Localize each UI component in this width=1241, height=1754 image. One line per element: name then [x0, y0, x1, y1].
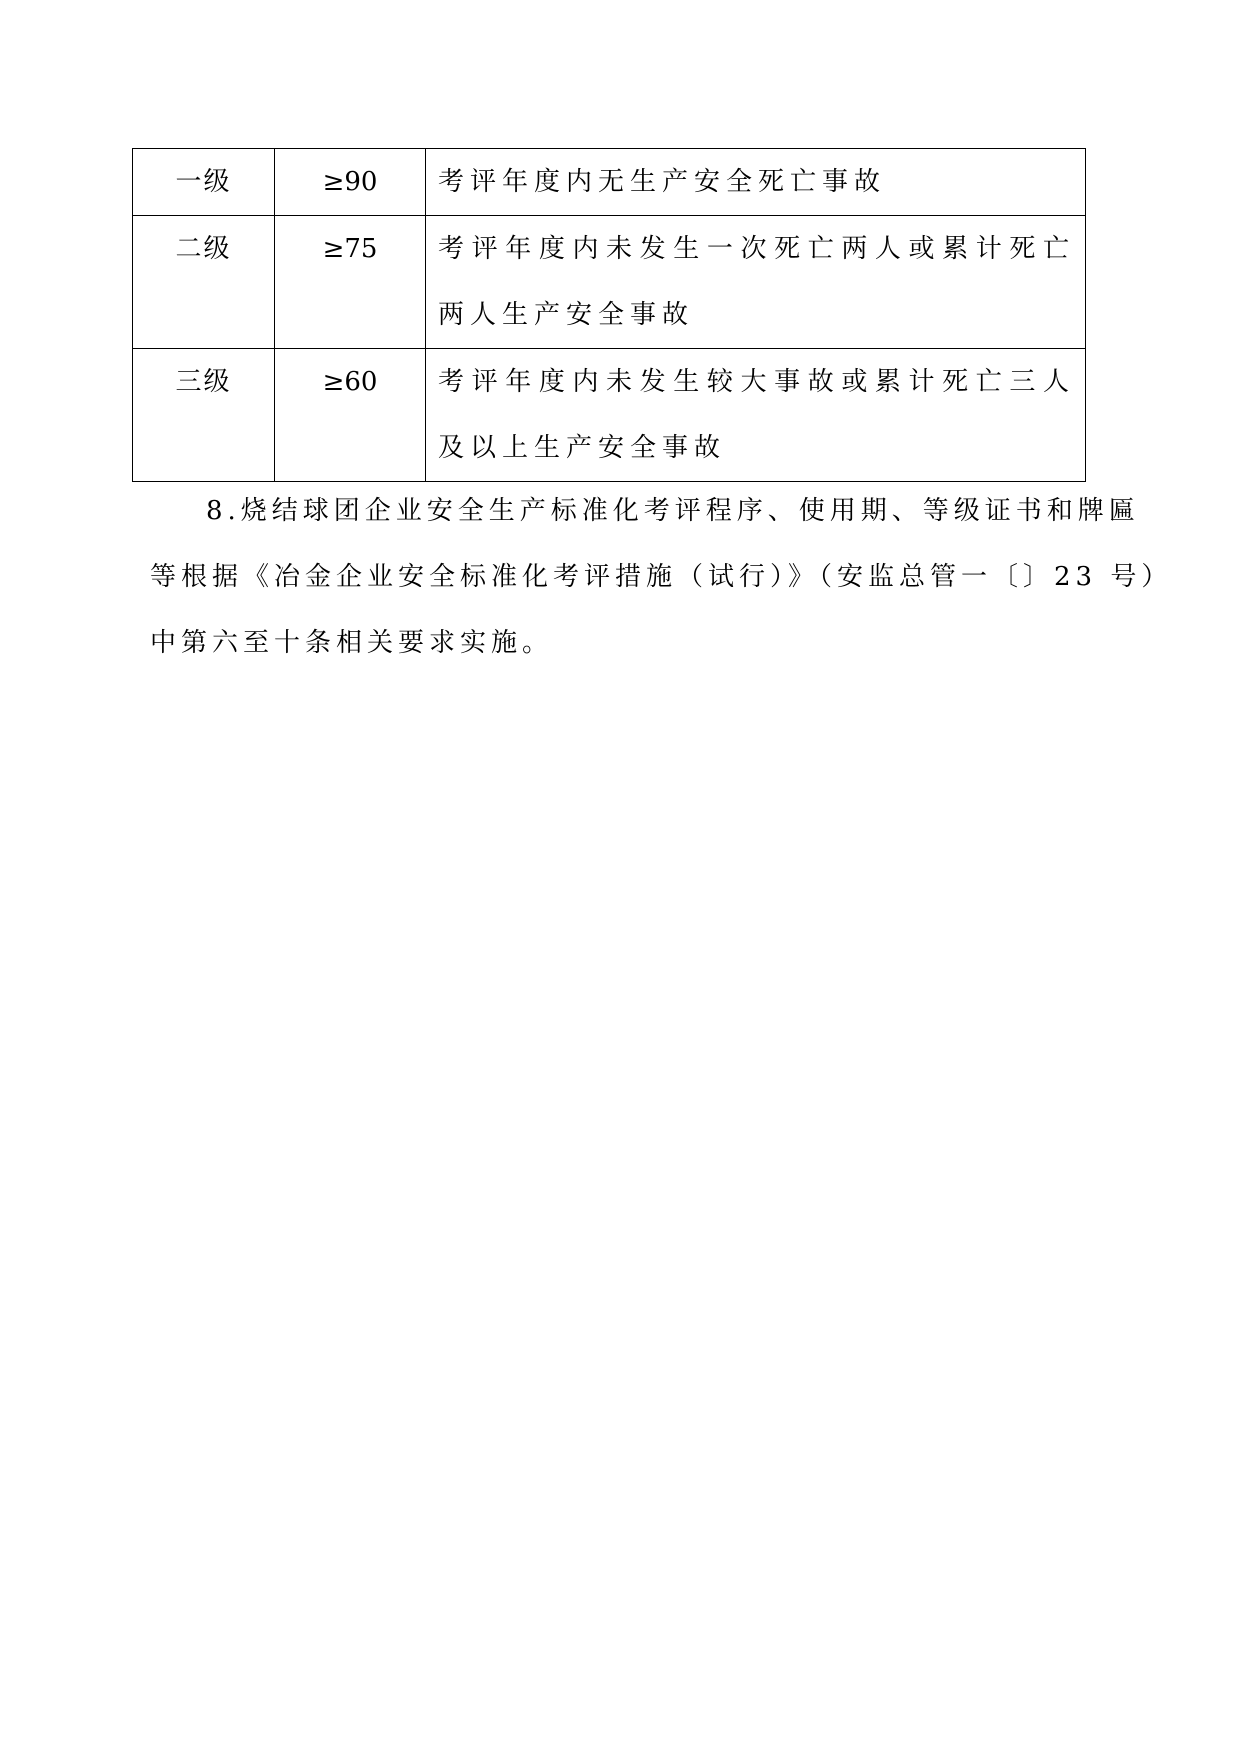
grade-level-cell: 一级 — [133, 149, 275, 216]
grade-condition-cell: 考评年度内未发生较大事故或累计死亡三人及以上生产安全事故 — [426, 349, 1086, 482]
body-paragraph — [150, 478, 1173, 676]
score-threshold-cell: ≥60 — [275, 349, 426, 482]
score-threshold-cell: ≥75 — [275, 216, 426, 349]
paragraph-line: 等根据《冶金企业安全标准化考评措施（试行）》（安监总管一〔〕23 号） — [150, 562, 1173, 592]
grade-condition-cell: 考评年度内未发生一次死亡两人或累计死亡两人生产安全事故 — [426, 216, 1086, 349]
grade-level-cell: 二级 — [133, 216, 275, 349]
paragraph-line: 中第六至十条相关要求实施。 — [150, 628, 554, 658]
table-row — [133, 349, 1086, 482]
table-row — [133, 216, 1086, 349]
table-row — [133, 149, 1086, 216]
grade-criteria-table — [132, 148, 1086, 482]
paragraph-line: 8.烧结球团企业安全生产标准化考评程序、使用期、等级证书和牌匾 — [206, 496, 1140, 526]
grade-condition-cell: 考评年度内无生产安全死亡事故 — [426, 149, 1086, 216]
grade-level-cell: 三级 — [133, 349, 275, 482]
score-threshold-cell: ≥90 — [275, 149, 426, 216]
